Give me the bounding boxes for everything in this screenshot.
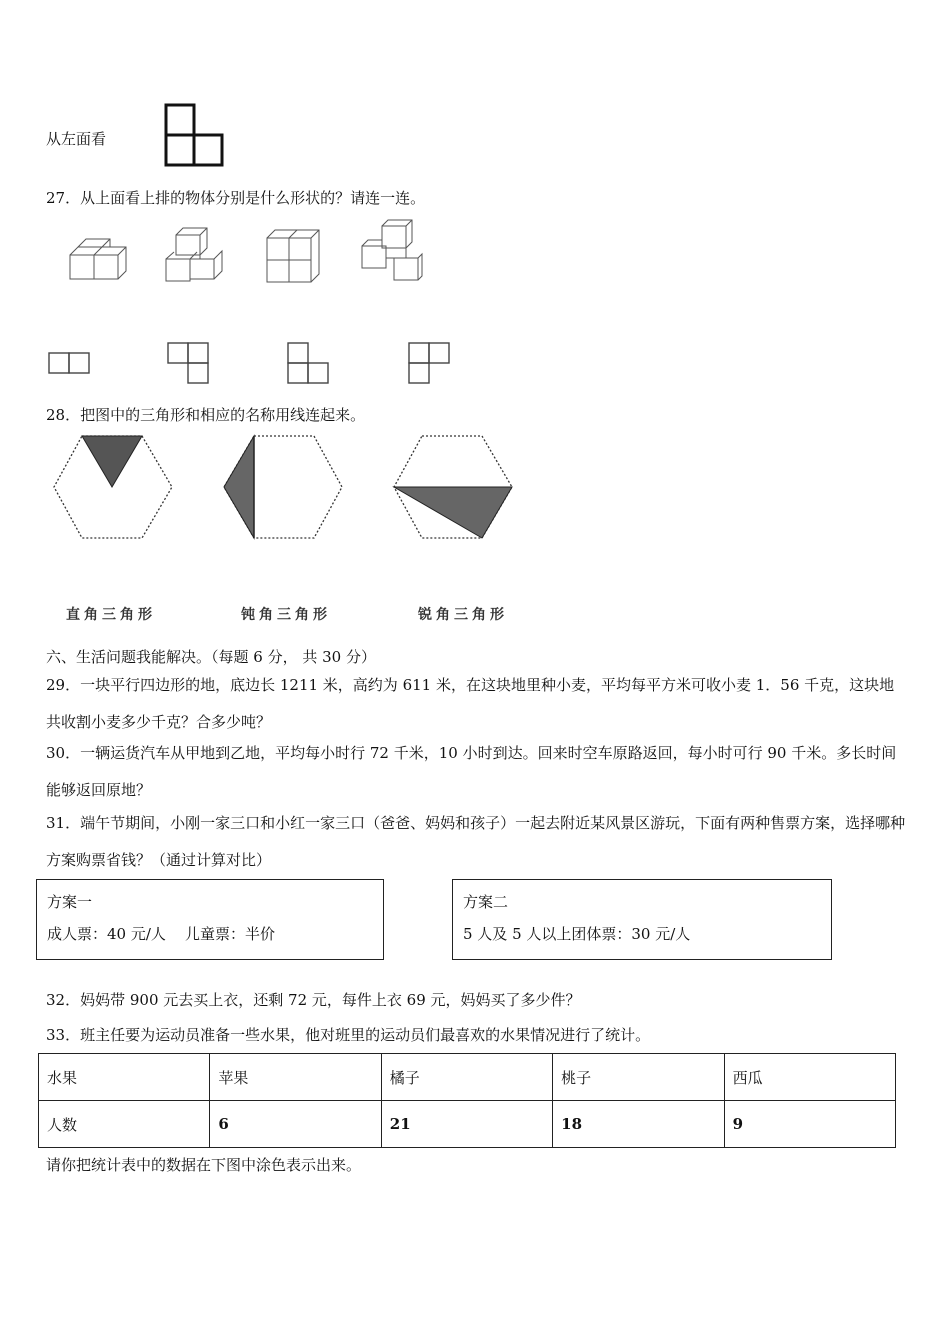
table-cell: 18 (553, 1101, 724, 1148)
q33-after-text: 请你把统计表中的数据在下图中涂色表示出来。 (46, 1156, 362, 1174)
q30-text: 30．一辆运货汽车从甲地到乙地，平均每小时行 72 千米，10 小时到达。回来时空车原路返回，每小时可行 90 千米。多长时间能够返回原地？ (46, 744, 897, 799)
label-obtuse-triangle: 钝角三角形 (241, 607, 331, 623)
plan2-title: 方案二 (463, 893, 509, 911)
left-view-label: 从左面看 (46, 130, 107, 148)
q29-text: 29．一块平行四边形的地，底边长 1211 米，高约为 611 米，在这块地里种小麦，平均每平方米可收小麦 1．56 千克，这块地共收割小麦多少千克？合多少吨？ (46, 676, 895, 731)
top-view-3 (287, 342, 331, 386)
table-cell: 21 (381, 1101, 552, 1148)
plan1-content: 成人票：40 元/人 儿童票：半价 (47, 925, 275, 943)
plan1-title: 方案一 (47, 893, 93, 911)
q32-text: 32．妈妈带 900 元去买上衣，还剩 72 元，每件上衣 69 元，妈妈买了多少件？ (46, 991, 581, 1009)
table-header-row (39, 1054, 896, 1101)
q31-text: 31．端午节期间，小刚一家三口和小红一家三口（爸爸、妈妈和孩子）一起去附近某风景区游玩，下面有两种售票方案，选择哪种方案购票省钱？（通过计算对比） (46, 814, 906, 869)
cube-figure-2 (164, 225, 226, 285)
table-cell: 水果 (39, 1054, 210, 1101)
plan1-box (36, 879, 384, 960)
label-right-triangle: 直角三角形 (66, 607, 156, 623)
hexagon-figure-1 (52, 434, 174, 540)
table-cell: 9 (724, 1101, 895, 1148)
hexagon-figure-3 (392, 434, 514, 540)
section6-title: 六、生活问题我能解决。（每题 6 分， 共 30 分） (46, 648, 376, 666)
table-cell: 人数 (39, 1101, 210, 1148)
q33-text: 33．班主任要为运动员准备一些水果，他对班里的运动员们最喜欢的水果情况进行了统计。 (46, 1026, 651, 1044)
fruit-table (38, 1053, 896, 1148)
cube-figure-3 (265, 228, 321, 284)
table-cell: 橘子 (381, 1054, 552, 1101)
q27-text: 27．从上面看上排的物体分别是什么形状的？请连一连。 (46, 189, 426, 207)
left-view-figure (163, 103, 225, 167)
top-view-1 (48, 352, 92, 376)
cube-figure-1 (68, 238, 126, 283)
top-view-4 (408, 342, 452, 386)
label-acute-triangle: 锐角三角形 (418, 607, 508, 623)
cube-figure-4 (360, 218, 424, 284)
hexagon-figure-2 (222, 434, 344, 540)
top-view-2 (167, 342, 211, 386)
table-cell: 苹果 (210, 1054, 381, 1101)
plan2-box (452, 879, 832, 960)
table-cell: 桃子 (553, 1054, 724, 1101)
table-cell: 6 (210, 1101, 381, 1148)
plan2-content: 5 人及 5 人以上团体票：30 元/人 (463, 925, 691, 943)
q28-text: 28．把图中的三角形和相应的名称用线连起来。 (46, 406, 366, 424)
table-cell: 西瓜 (724, 1054, 895, 1101)
table-row (39, 1101, 896, 1148)
